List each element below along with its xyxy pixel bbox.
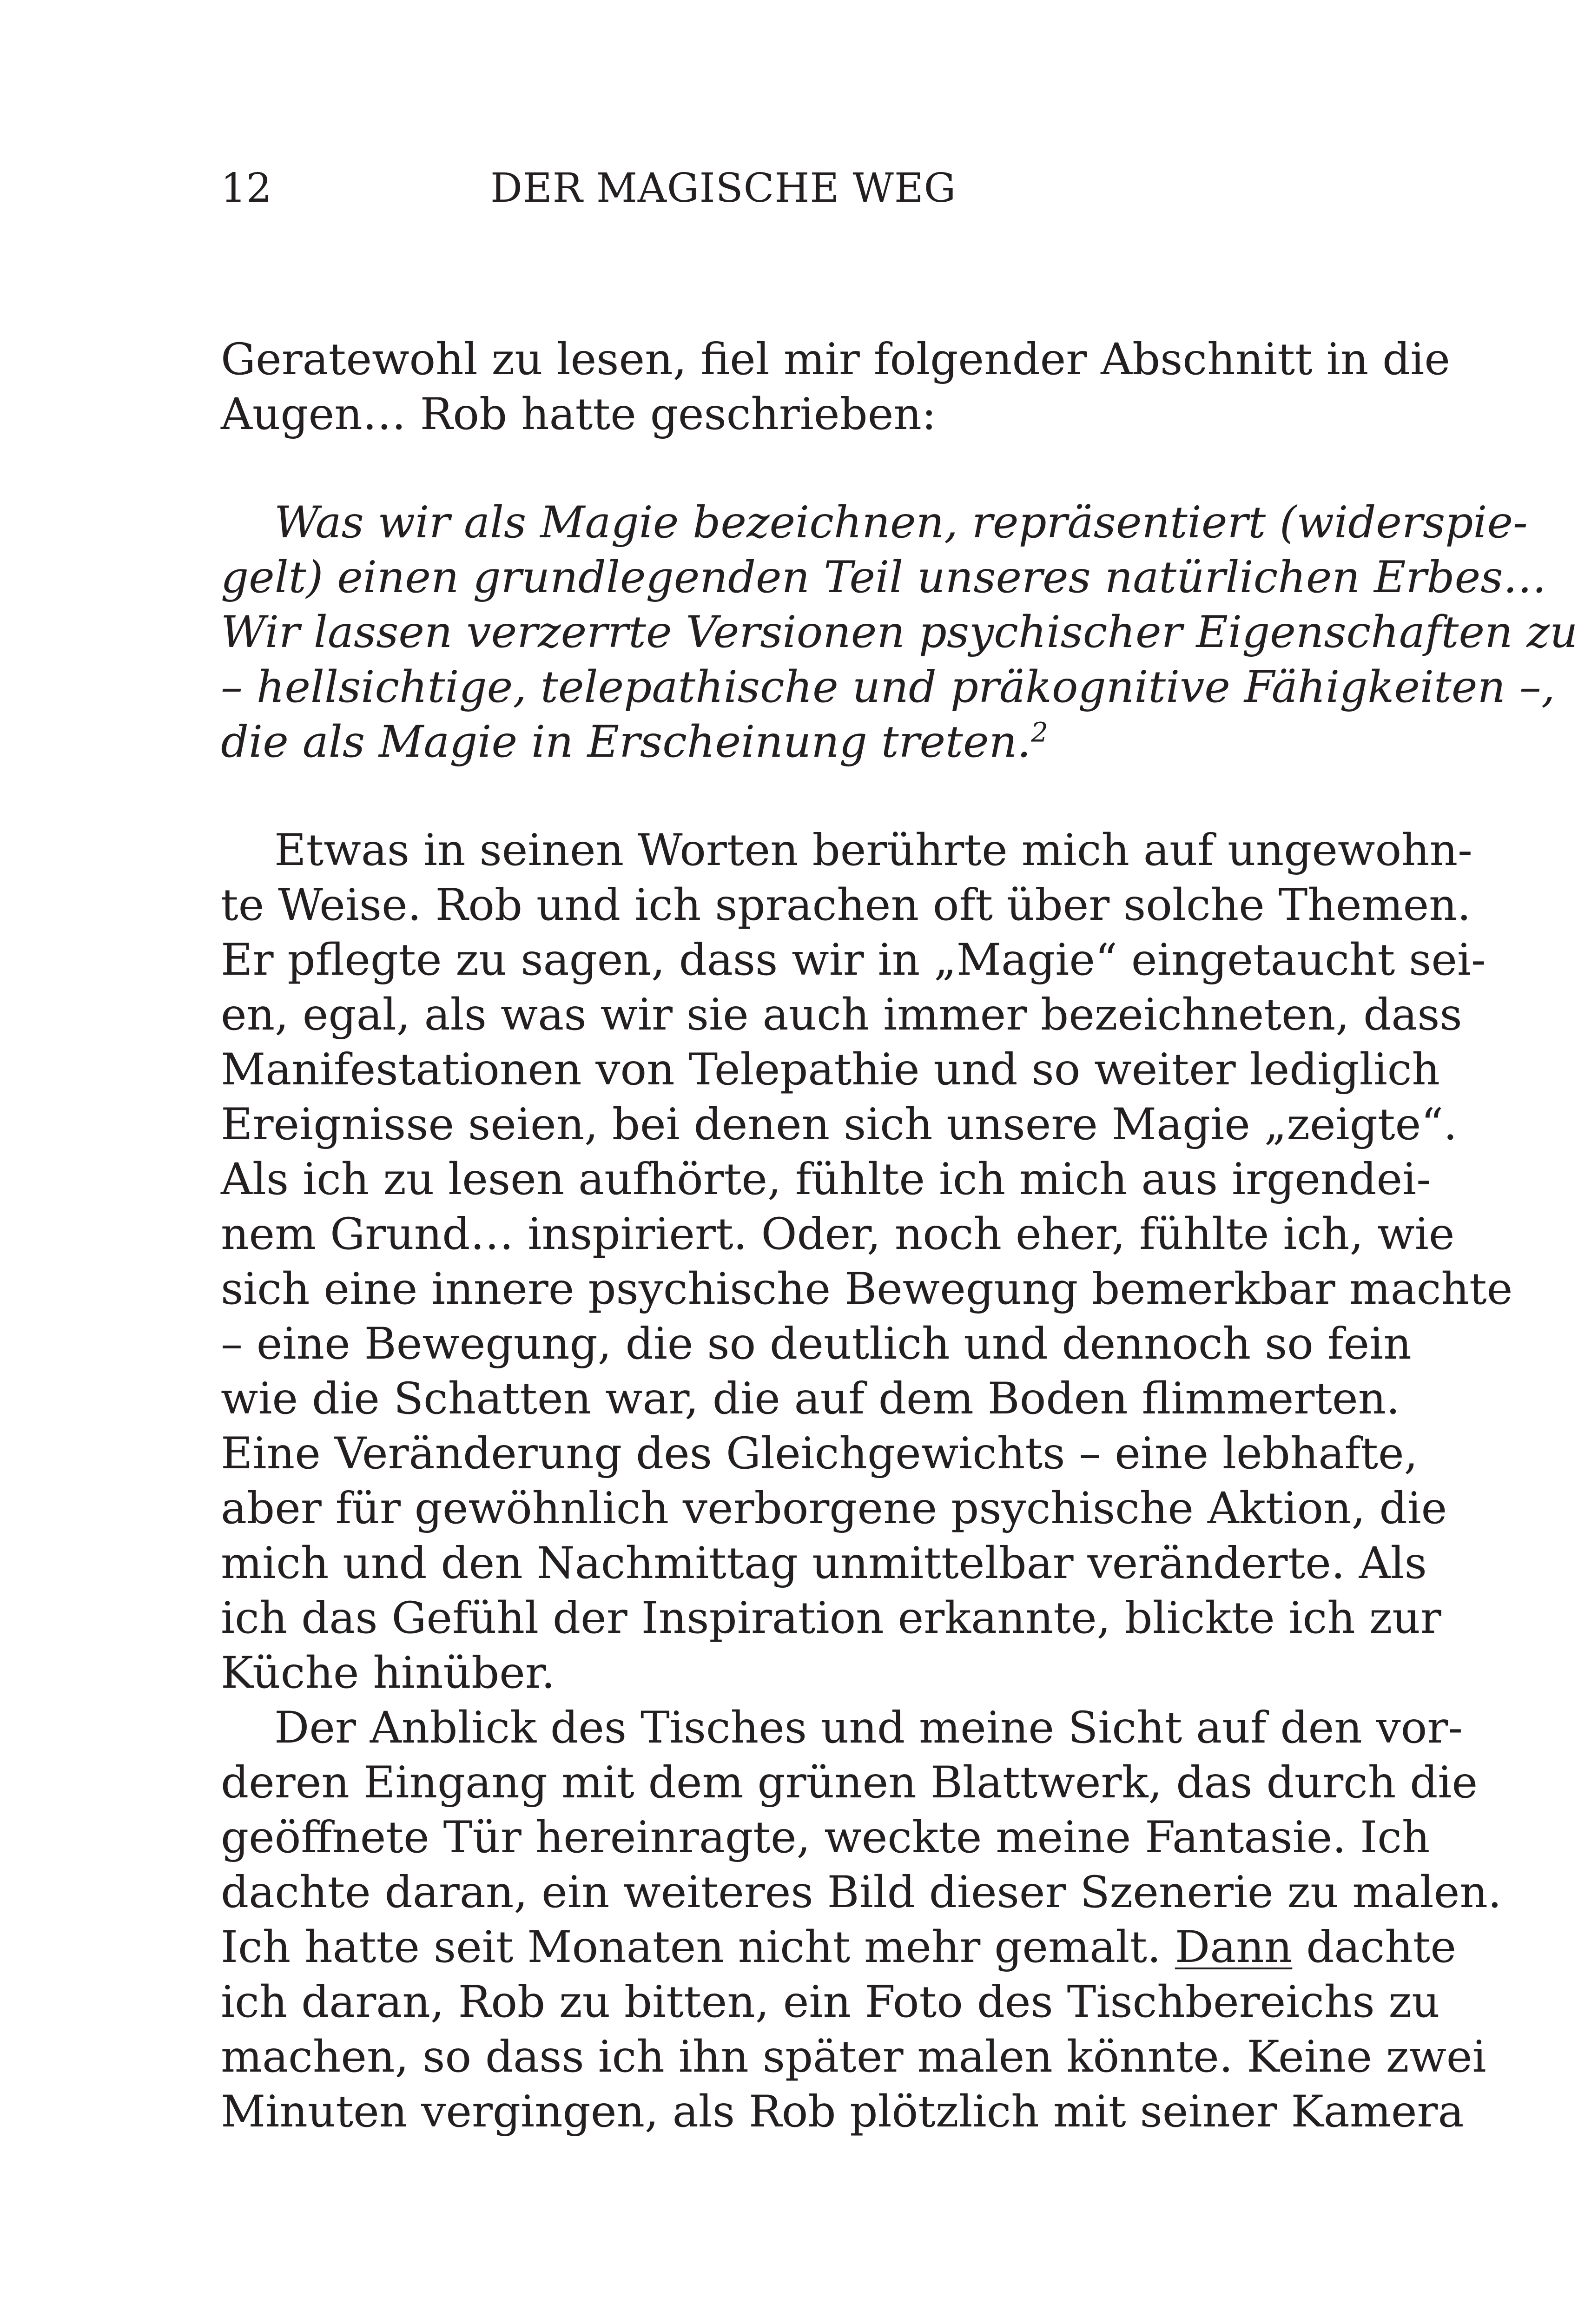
intro-line-2: Augen… Rob hatte geschrieben: — [221, 389, 937, 440]
paragraph-1-line-6: Ereignisse seien, bei denen sich unsere Magie „zeigte“. — [221, 1099, 1458, 1150]
paragraph-1-line-4: en, egal, als was wir sie auch immer bezeichneten, dass — [221, 990, 1462, 1040]
paragraph-2-line-6: ich daran, Rob zu bitten, ein Foto des Tischbereichs zu — [221, 1977, 1440, 2027]
paragraph-1-line-3: Er pflegte zu sagen, dass wir in „Magie“ eingetaucht sei- — [221, 935, 1486, 985]
paragraph-1-line-13: aber für gewöhnlich verborgene psychische Aktion, die — [221, 1483, 1447, 1534]
paragraph-1-line-1: Etwas in seinen Worten berührte mich auf ungewohn- — [274, 825, 1472, 876]
paragraph-1-line-12: Eine Veränderung des Gleichgewichts – eine lebhafte, — [221, 1428, 1418, 1479]
paragraph-1-line-14: mich und den Nachmittag unmittelbar veränderte. Als — [221, 1538, 1427, 1589]
paragraph-2-line-5-tail: dachte — [1306, 1922, 1457, 1973]
quote-line-3: Wir lassen verzerrte Versionen psychischer Eigenschaften zu — [221, 607, 1578, 658]
underlined-word: Dann — [1175, 1922, 1293, 1973]
quote-line-5 — [221, 715, 1308, 770]
page-text — [221, 332, 1578, 2139]
page-number: 12 — [221, 165, 272, 211]
paragraph-2-line-7: machen, so dass ich ihn später malen könnte. Keine zwei — [221, 2032, 1486, 2082]
book-title: DER MAGISCHE WEG — [490, 165, 957, 211]
paragraph-1-line-5: Manifestationen von Telepathie und so weiter lediglich — [221, 1044, 1440, 1095]
quote-line-1: Was wir als Magie bezeichnen, repräsentiert (widerspie- — [274, 497, 1528, 548]
paragraph-1-line-2: te Weise. Rob und ich sprachen oft über solche Themen. — [221, 880, 1471, 931]
footnote-marker: 2 — [1031, 716, 1048, 748]
paragraph-2-line-8: Minuten vergingen, als Rob plötzlich mit seiner Kamera — [221, 2086, 1464, 2137]
paragraph-2-line-2: deren Eingang mit dem grünen Blattwerk, das durch die — [221, 1757, 1478, 1808]
paragraph-2-line-1: Der Anblick des Tisches und meine Sicht auf den vor- — [274, 1703, 1463, 1753]
intro-line-1: Geratewohl zu lesen, fiel mir folgender Abschnitt in die — [221, 334, 1450, 385]
running-head — [221, 163, 1011, 214]
paragraph-1-line-15: ich das Gefühl der Inspiration erkannte, blickte ich zur — [221, 1593, 1441, 1644]
paragraph-1-line-16: Küche hinüber. — [221, 1648, 555, 1698]
paragraph-2-line-5 — [221, 1920, 1457, 1975]
quote-line-2: gelt) einen grundlegenden Teil unseres natürlichen Erbes… — [221, 552, 1547, 603]
paragraph-1-line-8: nem Grund… inspiriert. Oder, noch eher, fühlte ich, wie — [221, 1209, 1455, 1260]
quote-line-5-text: die als Magie in Erscheinung treten. — [221, 717, 1031, 767]
paragraph-1-line-10: – eine Bewegung, die so deutlich und dennoch so fein — [221, 1319, 1412, 1369]
paragraph-1-line-7: Als ich zu lesen aufhörte, fühlte ich mich aus irgendei- — [221, 1154, 1432, 1205]
quote-line-4: – hellsichtige, telepathische und präkognitive Fähigkeiten –, — [221, 662, 1555, 713]
paragraph-1-line-11: wie die Schatten war, die auf dem Boden flimmerten. — [221, 1373, 1400, 1424]
paragraph-2-line-4: dachte daran, ein weiteres Bild dieser Szenerie zu malen. — [221, 1867, 1502, 1918]
paragraph-2-line-3: geöffnete Tür hereinragte, weckte meine Fantasie. Ich — [221, 1812, 1430, 1863]
paragraph-2-line-5-start: Ich hatte seit Monaten nicht mehr gemalt. — [221, 1922, 1161, 1973]
paragraph-1-line-9: sich eine innere psychische Bewegung bemerkbar machte — [221, 1264, 1513, 1314]
